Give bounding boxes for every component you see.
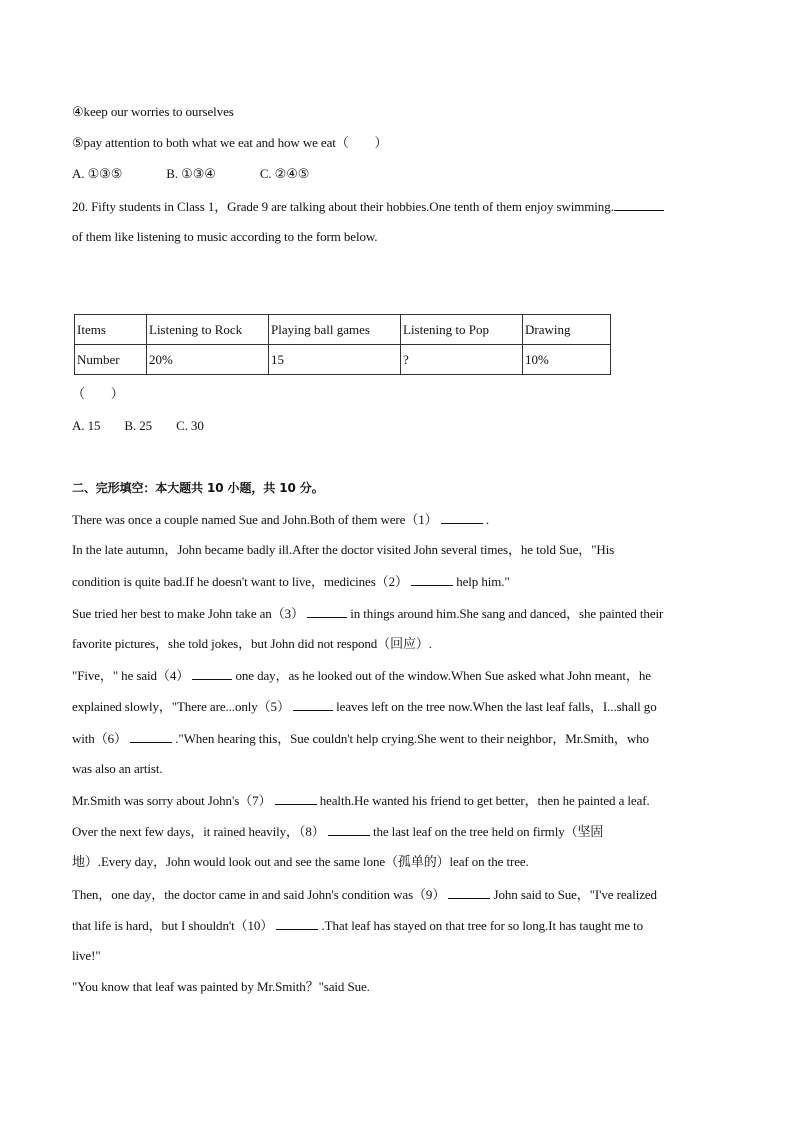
table-cell: Drawing [523,315,611,345]
blank-5 [293,698,333,711]
passage-line: 地）.Every day，John would look out and see the same lone（孤单的）leaf on the tree. [72,854,529,869]
q20-stem-line-1 [72,198,724,215]
passage-text: There was once a couple named Sue and John.Both of them were（1） [72,512,438,527]
table-cell: 15 [269,345,401,375]
passage-line: favorite pictures，she told jokes，but John did not respond（回应）. [72,636,432,651]
q19-choice-a: A. ①③⑤ [72,166,123,181]
blank-9 [448,886,490,899]
q20-choice-b: B. 25 [124,418,153,433]
table-cell: Playing ball games [269,315,401,345]
passage-text: Over the next few days，it rained heavily，（8） [72,824,325,839]
table-cell: ? [401,345,523,375]
blank-4 [192,667,232,680]
passage-line [72,698,724,715]
table-cell: 20% [147,345,269,375]
passage-text: the last leaf on the tree held on firmly（坚固 [372,824,604,839]
passage-line [72,823,724,840]
passage-text: John said to Sue，"I've realized [493,887,657,902]
passage-line: In the late autumn，John became badly ill.After the doctor visited John several times，he told Sue，"His [72,542,615,557]
passage-line [72,792,724,809]
passage-text: health.He wanted his friend to get better，then he painted a leaf. [319,793,650,808]
q20-choices [72,418,724,434]
passage-text: Sue tried her best to make John take an（3） [72,606,304,621]
table-header-row [75,315,611,345]
passage-text: help him." [456,574,510,589]
section-heading: 二、完形填空：本大题共 10 小题，共 10 分。 [72,481,324,495]
passage-line [72,730,724,747]
q19-option-4: ④keep our worries to ourselves [72,104,234,119]
passage-text: . [485,512,490,527]
passage-text: leaves left on the tree now.When the last leaf falls，I...shall go [336,699,657,714]
passage-text: "Five，" he said（4） [72,668,190,683]
passage-line: live!" [72,948,101,963]
table-cell: Number [75,345,147,375]
blank-2 [411,573,453,586]
passage-line [72,667,724,684]
passage-text: that life is hard，but I shouldn't（10） [72,918,274,933]
blank-10 [276,917,318,930]
passage-text: .That leaf has stayed on that tree for so long.It has taught me to [321,918,644,933]
q20-stem-line-2: of them like listening to music according to the form below. [72,229,378,244]
table-cell: Listening to Rock [147,315,269,345]
q19-option-5: ⑤pay attention to both what we eat and how we eat（ ） [72,135,388,150]
q20-choice-c: C. 30 [176,418,204,433]
passage-text: explained slowly，"There are...only（5） [72,699,290,714]
passage-text: Mr.Smith was sorry about John's（7） [72,793,272,808]
passage-line [72,605,724,622]
blank-8 [328,823,370,836]
passage-text: ."When hearing this，Sue couldn't help crying.She went to their neighbor，Mr.Smith，who [175,731,649,746]
passage-line [72,917,724,934]
blank-6 [130,730,172,743]
table-cell: Listening to Pop [401,315,523,345]
blank-1 [441,511,483,524]
table-row [75,345,611,375]
q19-choice-b: B. ①③④ [166,166,216,181]
passage-line [72,573,724,590]
passage-text: in things around him.She sang and danced，she painted their [350,606,664,621]
passage-line: "You know that leaf was painted by Mr.Smith？"said Sue. [72,979,370,994]
q19-choice-c: C. ②④⑤ [259,166,310,181]
q19-choices [72,166,724,182]
passage-text: condition is quite bad.If he doesn't want to live，medicines（2） [72,574,408,589]
hobby-table [74,314,611,375]
q20-stem-text: 20. Fifty students in Class 1，Grade 9 are talking about their hobbies.One tenth of them enjoy swimming. [72,199,614,214]
passage-text: with（6） [72,731,127,746]
table-cell: 10% [523,345,611,375]
passage-line [72,886,724,903]
q20-choice-a: A. 15 [72,418,101,433]
blank-7 [275,792,317,805]
q20-blank [614,198,664,211]
passage-text: Then，one day，the doctor came in and said John's condition was（9） [72,887,446,902]
blank-3 [307,605,347,618]
passage-text: one day，as he looked out of the window.When Sue asked what John meant，he [235,668,651,683]
passage-line [72,511,724,528]
table-cell: Items [75,315,147,345]
passage-line: was also an artist. [72,761,163,776]
q20-answer-paren: （ ） [72,386,124,401]
